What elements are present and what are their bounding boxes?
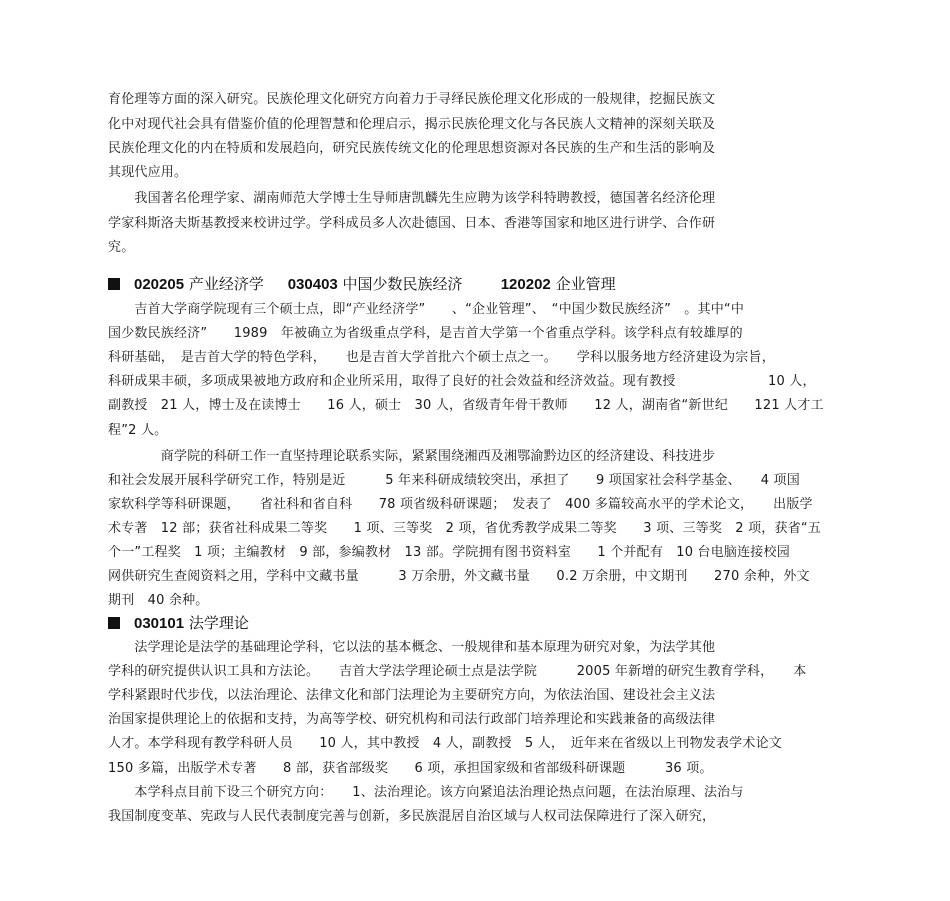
paragraph-line: 化中对现代社会具有借鉴价值的伦理智慧和伦理启示，揭示民族伦理文化与各民族人文精神的深刻关联及 — [108, 117, 716, 132]
paragraph-line: 网供研究生查阅资料之用，学科中文藏书量 3 万余册，外文藏书量 0.2 万余册，中文期刊 270 余种，外文 — [108, 569, 810, 584]
paragraph-line: 术专著 12 部；获省社科成果二等奖 1 项、三等奖 2 项，省优秀教学成果二等奖 3 项、三等奖 2 项，获省“五 — [108, 521, 822, 536]
heading-title: 中国少数民族经济 — [342, 275, 463, 293]
section-heading-economics — [108, 274, 616, 295]
paragraph-line: 育伦理等方面的深入研究。民族伦理文化研究方向着力于寻绎民族伦理文化形成的一般规律，挖掘民族文 — [108, 92, 716, 107]
paragraph-line: 期刊 40 余种。 — [108, 593, 209, 608]
heading-title: 产业经济学 — [188, 275, 264, 293]
paragraph-line: 学家科斯洛夫斯基教授来校讲过学。学科成员多人次赴德国、日本、香港等国家和地区进行讲学、合作研 — [108, 216, 716, 231]
paragraph-line: 和社会发展开展科学研究工作，特别是近 5 年来科研成绩较突出，承担了 9 项国家社会科学基金、 4 项国 — [108, 473, 800, 488]
heading-code: 030403 — [287, 276, 338, 293]
section-heading-law — [108, 613, 249, 634]
paragraph-line: 学科的研究提供认识工具和方法论。 吉首大学法学理论硕士点是法学院 2005 年新增的研究生教育学科， 本 — [108, 664, 807, 679]
heading-title: 企业管理 — [555, 275, 616, 293]
black-square-bullet-icon — [108, 617, 120, 629]
paragraph-line: 法学理论是法学的基础理论学科，它以法的基本概念、一般规律和基本原理为研究对象，为法学其他 — [108, 640, 716, 655]
paragraph-line: 民族伦理文化的内在特质和发展趋向，研究民族传统文化的伦理思想资源对各民族的生产和生活的影响及 — [108, 141, 716, 156]
paragraph-line: 究。 — [108, 240, 135, 255]
paragraph-line: 商学院的科研工作一直坚持理论联系实际，紧紧围绕湘西及湘鄂渝黔边区的经济建设、科技进步 — [108, 449, 716, 464]
black-square-bullet-icon — [108, 278, 120, 290]
heading-code: 030101 — [134, 615, 185, 632]
paragraph-line: 150 多篇，出版学术专著 8 部，获省部级奖 6 项，承担国家级和省部级科研课题 36 项。 — [108, 761, 713, 776]
heading-code: 120202 — [500, 276, 551, 293]
paragraph-line: 人才。本学科现有教学科研人员 10 人，其中教授 4 人，副教授 5 人， 近年来在省级以上刊物发表学术论文 — [108, 736, 782, 751]
paragraph-line: 其现代应用。 — [108, 165, 188, 180]
paragraph-line: 家软科学等科研课题， 省社科和省自科 78 项省级科研课题； 发表了 400 多篇较高水平的学术论文， 出版学 — [108, 497, 813, 512]
paragraph-line: 吉首大学商学院现有三个硕士点，即“产业经济学” 、“企业管理”、 “中国少数民族经济” 。其中“中 — [108, 302, 745, 317]
paragraph-line: 本学科点目前下设三个研究方向： 1、法治理论。该方向紧追法治理论热点问题，在法治原理、法治与 — [108, 785, 744, 800]
paragraph-line: 科研成果丰硕，多项成果被地方政府和企业所采用，取得了良好的社会效益和经济效益。现有教授 10 人， — [108, 374, 816, 389]
heading-code: 020205 — [134, 276, 185, 293]
paragraph-line: 治国家提供理论上的依据和支持，为高等学校、研究机构和司法行政部门培养理论和实践兼备的高级法律 — [108, 712, 716, 727]
paragraph-line: 我国著名伦理学家、湖南师范大学博士生导师唐凯麟先生应聘为该学科特聘教授，德国著名经济伦理 — [108, 191, 716, 206]
paragraph-line: 程”2 人。 — [108, 423, 168, 438]
heading-title: 法学理论 — [188, 614, 249, 632]
paragraph-line: 个一”工程奖 1 项；主编教材 9 部，参编教材 13 部。学院拥有图书资料室 1 个并配有 10 台电脑连接校园 — [108, 545, 790, 560]
paragraph-line: 学科紧跟时代步伐，以法治理论、法律文化和部门法理论为主要研究方向，为依法治国、建设社会主义法 — [108, 688, 716, 703]
paragraph-line: 副教授 21 人，博士及在读博士 16 人，硕士 30 人，省级青年骨干教师 12 人，湖南省“新世纪 121 人才工 — [108, 398, 824, 413]
paragraph-line: 我国制度变革、宪政与人民代表制度完善与创新，多民族混居自治区域与人权司法保障进行了深入研究， — [108, 809, 716, 824]
paragraph-line: 科研基础， 是吉首大学的特色学科， 也是吉首大学首批六个硕士点之一。 学科以服务地方经济建设为宗旨， — [108, 350, 775, 365]
paragraph-line: 国少数民族经济” 1989 年被确立为省级重点学科，是吉首大学第一个省重点学科。该学科点有较雄厚的 — [108, 326, 743, 341]
